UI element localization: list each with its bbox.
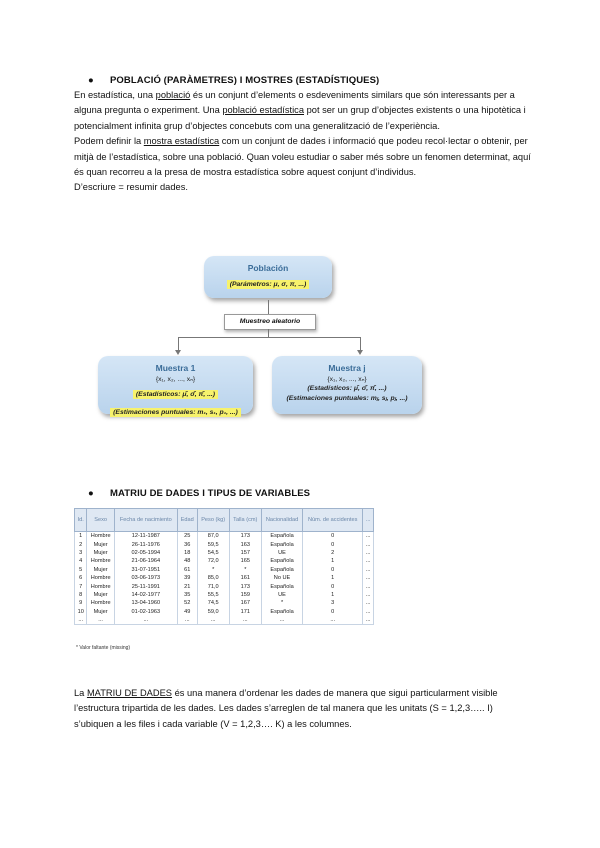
header-cell: Edad bbox=[177, 509, 197, 532]
table-cell: ... bbox=[303, 616, 363, 625]
text-run: En estadística, una bbox=[74, 90, 156, 100]
header-cell: Núm. de accidentes bbox=[303, 509, 363, 532]
table-cell: 3 bbox=[303, 599, 363, 607]
table-cell: 52 bbox=[177, 599, 197, 607]
table-cell: 48 bbox=[177, 557, 197, 565]
table-row bbox=[75, 549, 374, 557]
table-cell: * bbox=[261, 599, 302, 607]
table-cell: * bbox=[197, 566, 229, 574]
table-cell: Mujer bbox=[87, 566, 115, 574]
underlined-term: mostra estadística bbox=[143, 136, 220, 147]
table-cell: 02-05-1994 bbox=[114, 549, 177, 557]
table-row bbox=[75, 608, 374, 616]
table-cell: 61 bbox=[177, 566, 197, 574]
table-cell: Mujer bbox=[87, 591, 115, 599]
table-cell: 0 bbox=[303, 532, 363, 541]
section-heading-text: MATRIU DE DADES I TIPUS DE VARIABLES bbox=[110, 488, 311, 499]
muestra-1-vars: {x₁, x₂, ..., xₙ} bbox=[155, 376, 196, 383]
table-cell: 54,5 bbox=[197, 549, 229, 557]
table-cell: ... bbox=[363, 608, 374, 616]
poblacion-title: Población bbox=[247, 263, 289, 273]
table-cell: ... bbox=[363, 599, 374, 607]
table-cell: 0 bbox=[303, 566, 363, 574]
table-row bbox=[75, 616, 374, 625]
table-cell: ... bbox=[114, 616, 177, 625]
table-cell: 171 bbox=[229, 608, 261, 616]
bullet-icon: ● bbox=[88, 75, 94, 86]
data-matrix-table bbox=[74, 508, 374, 625]
muestra-j-box bbox=[272, 356, 422, 414]
table-row bbox=[75, 532, 374, 541]
table-cell: 1 bbox=[75, 532, 87, 541]
header-cell: Sexo bbox=[87, 509, 115, 532]
table-cell: 1 bbox=[303, 557, 363, 565]
underlined-term: població bbox=[155, 90, 191, 100]
table-cell: Española bbox=[261, 608, 302, 616]
paragraph-1 bbox=[74, 88, 534, 134]
table-cell: 5 bbox=[75, 566, 87, 574]
muestra-j-title: Muestra j bbox=[328, 363, 366, 373]
paragraph-matriu bbox=[74, 686, 534, 732]
underlined-term: MATRIU DE DADES bbox=[86, 688, 172, 698]
muestra-1-box bbox=[98, 356, 253, 414]
table-cell: 59,0 bbox=[197, 608, 229, 616]
table-cell: 0 bbox=[303, 608, 363, 616]
table-cell: Española bbox=[261, 532, 302, 541]
table-cell: ... bbox=[363, 566, 374, 574]
table-cell: 1 bbox=[303, 591, 363, 599]
table-cell: 9 bbox=[75, 599, 87, 607]
table-row bbox=[75, 591, 374, 599]
missing-value-note: * Valor faltante (missing) bbox=[76, 645, 131, 651]
paragraph-4 bbox=[74, 686, 534, 732]
table-cell: UE bbox=[261, 591, 302, 599]
header-cell: Fecha de nacimiento bbox=[114, 509, 177, 532]
poblacion-params: (Parámetros: μ, σ, π, ...) bbox=[227, 280, 310, 289]
population-sample-diagram bbox=[96, 250, 496, 420]
table-cell: 7 bbox=[75, 582, 87, 590]
text-run: pot ser un grup d’objectes existents o una hipotètica i potencialment infinita grup d’objectes concebuts com una generalització de l’experiència. bbox=[74, 105, 526, 131]
table-cell: 31-07-1951 bbox=[114, 566, 177, 574]
table-row bbox=[75, 599, 374, 607]
table-cell: No UE bbox=[261, 574, 302, 582]
header-cell: Id. bbox=[75, 509, 87, 532]
table-cell: 87,0 bbox=[197, 532, 229, 541]
table-cell: 0 bbox=[303, 540, 363, 548]
text-run: Podem definir la bbox=[74, 136, 144, 147]
paragraph-poblacio bbox=[74, 88, 534, 196]
table-cell: 71,0 bbox=[197, 582, 229, 590]
table-cell: 36 bbox=[177, 540, 197, 548]
table-cell: Hombre bbox=[87, 532, 115, 541]
paragraph-2 bbox=[74, 134, 534, 180]
table-cell: Mujer bbox=[87, 608, 115, 616]
text-run: és una manera d’ordenar les dades de manera que sigui particularment visible l’estructura tripartida de les dades. Les dades s’arreglen de tal manera que les unitats (S = 1,2,3….. I) s’ubiquen a les files i cada variable (V = 1,2,3…. K) a les columnes. bbox=[74, 688, 498, 729]
table-cell: 2 bbox=[75, 540, 87, 548]
table-cell: 26-11-1976 bbox=[114, 540, 177, 548]
table-cell: 14-02-1977 bbox=[114, 591, 177, 599]
table-cell: Mujer bbox=[87, 540, 115, 548]
table-cell: * bbox=[229, 566, 261, 574]
table-cell: ... bbox=[87, 616, 115, 625]
muestra-1-estimaciones: (Estimaciones puntuales: m₁, s₁, p₁, ...) bbox=[110, 408, 241, 417]
table-header-row bbox=[75, 509, 374, 532]
underlined-term: població estadística bbox=[222, 105, 305, 116]
table-cell: 03-06-1973 bbox=[114, 574, 177, 582]
connector-line bbox=[178, 337, 179, 351]
table-cell: Española bbox=[261, 566, 302, 574]
table-cell: 74,5 bbox=[197, 599, 229, 607]
table-cell: Hombre bbox=[87, 574, 115, 582]
table-cell: 55,5 bbox=[197, 591, 229, 599]
table-cell: 157 bbox=[229, 549, 261, 557]
table-cell: Española bbox=[261, 557, 302, 565]
header-cell: Peso (kg) bbox=[197, 509, 229, 532]
table-cell: Hombre bbox=[87, 599, 115, 607]
table-cell: 21-06-1964 bbox=[114, 557, 177, 565]
table-cell: Española bbox=[261, 540, 302, 548]
muestra-1-estadisticos: (Estadísticos: μ̂, σ̂, π̂, ...) bbox=[133, 390, 218, 399]
table-cell: 163 bbox=[229, 540, 261, 548]
table-cell: Hombre bbox=[87, 582, 115, 590]
table-cell: 39 bbox=[177, 574, 197, 582]
table-cell: ... bbox=[363, 616, 374, 625]
table-cell: 21 bbox=[177, 582, 197, 590]
table-cell: ... bbox=[197, 616, 229, 625]
table-cell: 35 bbox=[177, 591, 197, 599]
table-cell: 165 bbox=[229, 557, 261, 565]
section-heading-poblacio bbox=[88, 75, 379, 86]
table-cell: 1 bbox=[303, 574, 363, 582]
table-cell: Española bbox=[261, 582, 302, 590]
text-run: com un conjunt de dades i informació que podeu recol·lectar o obtenir, per mitjà de l’estadística, sobre una població. Quan voleu estudiar o saber més sobre un fenomen determinat, aquí és quan recorreu a la presa de mostra estadística sobre aquest conjunt d’individus. bbox=[74, 136, 531, 178]
table-cell: UE bbox=[261, 549, 302, 557]
table-cell: ... bbox=[261, 616, 302, 625]
table-cell: 59,5 bbox=[197, 540, 229, 548]
table-cell: 18 bbox=[177, 549, 197, 557]
header-cell: Nacionalidad bbox=[261, 509, 302, 532]
table-cell: ... bbox=[363, 591, 374, 599]
table-cell: 173 bbox=[229, 582, 261, 590]
section-heading-text: POBLACIÓ (PARÀMETRES) I MOSTRES (ESTADÍSTIQUES) bbox=[110, 75, 380, 86]
table-cell: 72,0 bbox=[197, 557, 229, 565]
text-run: és un conjunt d’elements o esdeveniments similars que són interessants per a alguna pregunta o experiment. Una bbox=[74, 90, 515, 116]
table-row bbox=[75, 566, 374, 574]
arrow-down-icon bbox=[357, 350, 363, 355]
table-cell: ... bbox=[229, 616, 261, 625]
muestreo-label: Muestreo aleatorio bbox=[224, 314, 316, 330]
table-cell: 167 bbox=[229, 599, 261, 607]
muestra-j-estadisticos: (Estadísticos: μ̂, σ̂, π̂, ...) bbox=[307, 385, 387, 392]
table-cell: 8 bbox=[75, 591, 87, 599]
table-cell: ... bbox=[363, 532, 374, 541]
table-cell: ... bbox=[363, 582, 374, 590]
table-cell: ... bbox=[363, 549, 374, 557]
table-cell: 85,0 bbox=[197, 574, 229, 582]
table-cell: ... bbox=[363, 557, 374, 565]
table-cell: ... bbox=[75, 616, 87, 625]
table-cell: 159 bbox=[229, 591, 261, 599]
text-run: La bbox=[74, 688, 87, 698]
table-cell: 25-11-1991 bbox=[114, 582, 177, 590]
table-cell: ... bbox=[177, 616, 197, 625]
table-cell: 12-11-1987 bbox=[114, 532, 177, 541]
section-heading-matriu bbox=[88, 488, 310, 499]
connector-line bbox=[360, 337, 361, 351]
table-row bbox=[75, 582, 374, 590]
arrow-down-icon bbox=[175, 350, 181, 355]
connector-line bbox=[268, 329, 269, 337]
table-cell: 173 bbox=[229, 532, 261, 541]
table-cell: 01-02-1963 bbox=[114, 608, 177, 616]
table-cell: 13-04-1960 bbox=[114, 599, 177, 607]
table-cell: 6 bbox=[75, 574, 87, 582]
bullet-icon: ● bbox=[88, 488, 94, 499]
table-cell: 0 bbox=[303, 582, 363, 590]
header-cell: Talla (cm) bbox=[229, 509, 261, 532]
table-cell: 2 bbox=[303, 549, 363, 557]
table-cell: 10 bbox=[75, 608, 87, 616]
table-cell: 3 bbox=[75, 549, 87, 557]
muestra-j-vars: {x₁, x₂, ..., xₙ} bbox=[327, 376, 367, 383]
table-row bbox=[75, 557, 374, 565]
table-cell: 161 bbox=[229, 574, 261, 582]
paragraph-3: D’escriure = resumir dades. bbox=[74, 182, 188, 193]
table-cell: 49 bbox=[177, 608, 197, 616]
table-cell: ... bbox=[363, 574, 374, 582]
table-cell: ... bbox=[363, 540, 374, 548]
connector-line bbox=[178, 337, 360, 338]
connector-line bbox=[268, 300, 269, 314]
header-cell: ... bbox=[363, 509, 374, 532]
table-row bbox=[75, 540, 374, 548]
muestra-j-estimaciones: (Estimaciones puntuales: mⱼ, sⱼ, pⱼ, ...) bbox=[286, 395, 408, 402]
table-cell: Mujer bbox=[87, 549, 115, 557]
poblacion-box bbox=[204, 256, 332, 298]
table-cell: 4 bbox=[75, 557, 87, 565]
muestra-1-title: Muestra 1 bbox=[155, 363, 196, 373]
table-cell: 25 bbox=[177, 532, 197, 541]
table-cell: Hombre bbox=[87, 557, 115, 565]
table-row bbox=[75, 574, 374, 582]
